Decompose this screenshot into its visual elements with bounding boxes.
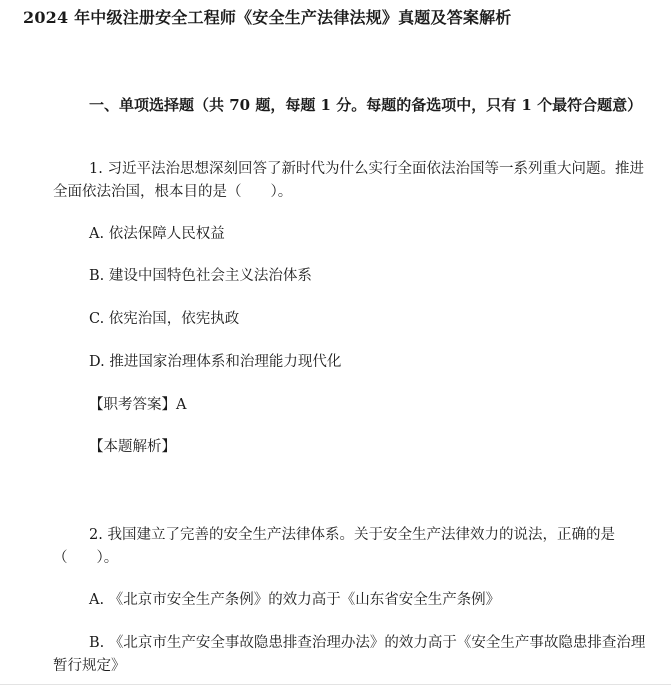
question-2-stem: 2. 我国建立了完善的安全生产法律体系。关于安全生产法律效力的说法，正确的是（ ）。 — [53, 527, 615, 566]
page-bottom-divider — [0, 684, 671, 685]
question-1-stem: 1. 习近平法治思想深刻回答了新时代为什么实行全面依法治国等一系列重大问题。推进全面依法治国，根本目的是（ ）。 — [53, 161, 644, 200]
question-2-option-a: A. 《北京市安全生产条例》的效力高于《山东省安全生产条例》 — [89, 592, 501, 608]
question-1-option-a: A. 依法保障人民权益 — [89, 226, 225, 242]
question-1-option-d: D. 推进国家治理体系和治理能力现代化 — [89, 354, 342, 370]
question-1-answer: 【职考答案】A — [89, 397, 187, 413]
section-heading: 一、单项选择题（共 70 题，每题 1 分。每题的备选项中，只有 1 个最符合题意） — [89, 96, 643, 114]
question-1-analysis: 【本题解析】 — [89, 439, 176, 455]
question-1-option-b: B. 建设中国特色社会主义法治体系 — [89, 268, 312, 284]
question-1-option-c: C. 依宪治国，依宪执政 — [89, 311, 240, 327]
question-2-option-b: B. 《北京市生产安全事故隐患排查治理办法》的效力高于《安全生产事故隐患排查治理暂行规定》 — [53, 635, 646, 674]
document-title: 2024 年中级注册安全工程师《安全生产法律法规》真题及答案解析 — [23, 8, 512, 27]
